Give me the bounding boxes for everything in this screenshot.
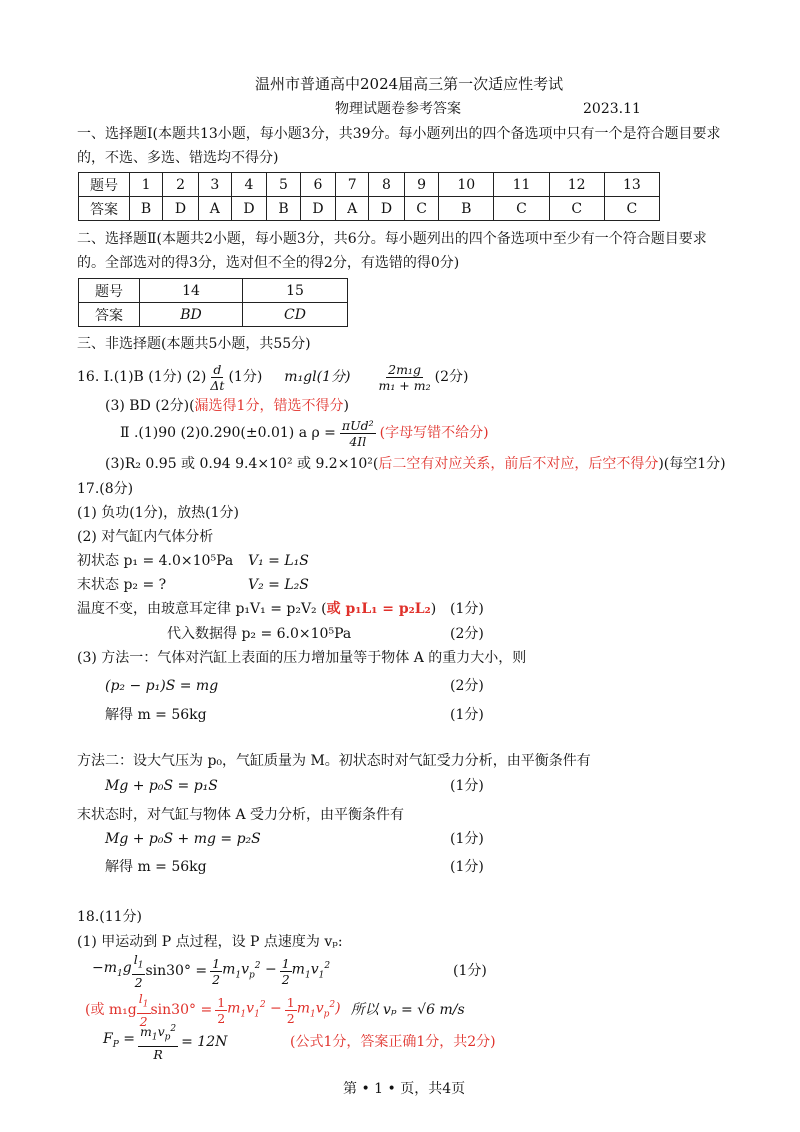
choice-table-2	[78, 278, 348, 327]
eq-fraction	[285, 995, 297, 1026]
table-cell: C	[549, 197, 604, 221]
q16-score: (1分)	[228, 369, 263, 385]
table-cell: 1	[130, 173, 163, 197]
table-cell: 15	[243, 279, 348, 303]
q18-force-equation	[103, 1024, 227, 1060]
fraction-numerator: 1	[217, 994, 226, 1010]
q17-part3: (3) 方法一：气体对汽缸上表面的压力增加量等于物体 A 的重力大小，则	[77, 650, 527, 666]
eq-term: $m_1v_1^2$ −	[227, 1000, 282, 1020]
q16-part1: 16. I.(1)B (1分) (2)	[77, 369, 207, 385]
q16-scoring-note: 漏选得1分，错选不得分	[194, 398, 344, 414]
q17-law-text: 温度不变，由玻意耳定律 p₁V₁ = p₂V₂ (	[77, 601, 327, 617]
eq-fraction	[280, 956, 292, 987]
table-cell: 5	[267, 173, 300, 197]
table-row	[79, 303, 348, 327]
fraction-denominator: 4Il	[349, 433, 367, 449]
q18-eq1-score: (1分)	[453, 963, 487, 979]
section3-heading: 三、非选择题(本题共5小题，共55分)	[77, 336, 311, 352]
table-cell: C	[404, 197, 438, 221]
q17-result1: 解得 m = 56kg	[105, 707, 207, 723]
table-cell: 8	[369, 173, 405, 197]
section2-intro-line1: 二、选择题Ⅱ(本题共2小题，每小题3分，共6分。每小题列出的四个备选项中至少有一个符合题目要求	[77, 231, 707, 247]
table-cell: D	[163, 197, 199, 221]
table-cell: 11	[494, 173, 549, 197]
table-row	[79, 197, 660, 221]
q18-heading: 18.(11分)	[77, 909, 143, 925]
table-cell: C	[604, 197, 659, 221]
q17-law-score: (1分)	[450, 601, 484, 617]
q16-line3	[120, 418, 489, 448]
close-paren: )	[430, 601, 437, 617]
q16-line2	[105, 396, 349, 416]
q16-scoring-note: (字母写错不给分)	[379, 425, 489, 441]
fraction-numerator: 2m₁g	[388, 361, 421, 377]
q18-force-score: (公式1分，答案正确1分，共2分)	[290, 1034, 496, 1050]
table-header-cell: 题号	[79, 173, 130, 197]
fraction-numerator: 1	[212, 955, 221, 971]
table-cell: 3	[198, 173, 231, 197]
q16-fraction-d-dt	[208, 362, 226, 393]
table-cell: B	[439, 197, 494, 221]
close-paren: )	[343, 398, 349, 414]
q17-init-volume: V₁ = L₁S	[248, 553, 309, 569]
q16-mgl: m₁gl(1分)	[284, 369, 351, 385]
q18-alt-mid: sin30° =	[150, 1002, 213, 1018]
table-cell: D	[300, 197, 336, 221]
table-cell: 14	[140, 279, 243, 303]
fraction-denominator: R	[153, 1046, 163, 1062]
section2-intro-line2: 的。全部选对的得3分，选对但不全的得2分，有选错的得0分)	[77, 255, 460, 271]
table-cell: B	[267, 197, 300, 221]
eq-term: $m_1v_1^2$	[291, 961, 331, 981]
table-cell: 12	[549, 173, 604, 197]
table-cell: 2	[163, 173, 199, 197]
q17-result2-score: (1分)	[450, 859, 484, 875]
table-cell: C	[494, 197, 549, 221]
q17-eq1-score: (2分)	[450, 678, 484, 694]
page-title: 温州市普通高中2024届高三第一次适应性考试	[255, 75, 564, 93]
fraction-numerator: πUd²	[341, 417, 374, 433]
fraction-numerator: $l_1$	[137, 991, 151, 1014]
table-cell: 6	[300, 173, 336, 197]
table-row	[79, 173, 660, 197]
fraction-numerator: $l_1$	[132, 952, 146, 975]
fraction-denominator: 2	[139, 1013, 148, 1029]
q16-score: )(每空1分)	[658, 456, 726, 472]
table-cell: B	[130, 197, 163, 221]
fraction-numerator: $m_1v_p^2$	[138, 1022, 178, 1047]
q17-sub-score: (2分)	[450, 626, 484, 642]
table-cell: D	[369, 197, 405, 221]
fraction-denominator: 2	[286, 1010, 295, 1026]
q17-part1: (1) 负功(1分)，放热(1分)	[77, 505, 239, 521]
page-footer: 第 • 1 • 页，共4页	[343, 1081, 466, 1097]
table-row	[79, 279, 348, 303]
section1-intro-line2: 的，不选、多选、错选均不得分)	[77, 150, 279, 166]
eq-fraction	[210, 956, 222, 987]
q17-final-state: 末状态 p₂ = ?	[77, 577, 167, 593]
table-header-cell: 答案	[79, 303, 140, 327]
eq-fraction	[215, 995, 227, 1026]
eq-term: $m_1v_p^2$)	[296, 1000, 341, 1020]
q16-part3: (3)R₂ 0.95 或 0.94 9.4×10² 或 9.2×10²(	[105, 456, 379, 472]
q17-part2: (2) 对气缸内气体分析	[77, 529, 214, 545]
date-label: 2023.11	[583, 101, 641, 117]
q18-alt-prefix: (或 m₁g	[85, 1002, 137, 1018]
fraction-denominator: 2	[281, 971, 290, 987]
q17-eq3: Mg + p₀S + mg = p₂S	[105, 831, 261, 847]
q17-method2-mid: 末状态时，对气缸与物体 A 受力分析，由平衡条件有	[77, 807, 405, 823]
q17-result1-score: (1分)	[450, 707, 484, 723]
q17-law	[77, 599, 436, 619]
q16-line4	[105, 454, 726, 474]
section1-intro-line1: 一、选择题Ⅰ(本题共13小题，每小题3分，共39分。每小题列出的四个备选项中只有一个是符合题目要求	[77, 126, 721, 142]
table-cell: CD	[243, 303, 348, 327]
table-cell: 7	[336, 173, 369, 197]
eq-term: $-m_1g$	[92, 960, 132, 979]
table-cell: D	[231, 197, 267, 221]
table-cell: A	[198, 197, 231, 221]
eq-fraction	[132, 952, 146, 990]
fraction-numerator: 1	[286, 994, 295, 1010]
table-cell: 9	[404, 173, 438, 197]
q17-eq2-score: (1分)	[450, 778, 484, 794]
eq-fraction	[138, 1022, 178, 1062]
q17-final-volume: V₂ = L₂S	[248, 577, 309, 593]
q16-fraction-2mg	[376, 362, 432, 393]
q17-eq1: (p₂ − p₁)S = mg	[105, 678, 219, 694]
q16-fraction-rho	[340, 418, 376, 449]
q16-scoring-note: 后二空有对应关系，前后不对应，后空不得分	[378, 456, 659, 472]
table-cell: 4	[231, 173, 267, 197]
table-cell: A	[336, 197, 369, 221]
fraction-denominator: m₁ + m₂	[378, 377, 431, 393]
choice-table-1	[78, 172, 660, 221]
q16-part2: Ⅱ .(1)90 (2)0.290(±0.01) a ρ =	[120, 425, 336, 441]
fraction-numerator: 1	[281, 955, 290, 971]
q17-law-alt: 或 p₁L₁ = p₂L₂	[326, 601, 431, 617]
page-subtitle: 物理试题卷参考答案	[335, 101, 461, 117]
q18-velocity-result: 所以 vₚ = √6 m/s	[350, 1002, 465, 1018]
table-cell: BD	[140, 303, 243, 327]
table-header-cell: 题号	[79, 279, 140, 303]
q18-force-result: = 12N	[181, 1034, 228, 1050]
table-cell: 10	[439, 173, 494, 197]
q16-line1	[77, 362, 468, 392]
eq-term: sin30° =	[145, 963, 208, 979]
eq-term: $F_P$ =	[103, 1031, 135, 1050]
fraction-numerator: d	[213, 361, 222, 377]
q17-eq2: Mg + p₀S = p₁S	[105, 778, 218, 794]
q18-energy-equation	[92, 953, 330, 989]
q17-init-state: 初状态 p₁ = 4.0×10⁵Pa	[77, 553, 234, 569]
fraction-denominator: 2	[134, 974, 143, 990]
q16-part3-answer: (3) BD (2分)(	[105, 398, 195, 414]
table-header-cell: 答案	[79, 197, 130, 221]
q18-part1: (1) 甲运动到 P 点过程，设 P 点速度为 vₚ:	[77, 934, 343, 950]
fraction-denominator: Δt	[210, 377, 225, 393]
fraction-denominator: 2	[217, 1010, 226, 1026]
q17-result2: 解得 m = 56kg	[105, 859, 207, 875]
q17-method2-intro: 方法二：设大气压为 p₀，气缸质量为 M。初状态时对气缸受力分析，由平衡条件有	[77, 753, 591, 769]
table-cell: 13	[604, 173, 659, 197]
q17-eq3-score: (1分)	[450, 831, 484, 847]
q17-heading: 17.(8分)	[77, 481, 134, 497]
fraction-denominator: 2	[212, 971, 221, 987]
q16-score: (2分)	[434, 369, 469, 385]
q17-sub-data: 代入数据得 p₂ = 6.0×10⁵Pa	[167, 626, 352, 642]
eq-term: $m_1v_p^2$ −	[222, 961, 277, 981]
